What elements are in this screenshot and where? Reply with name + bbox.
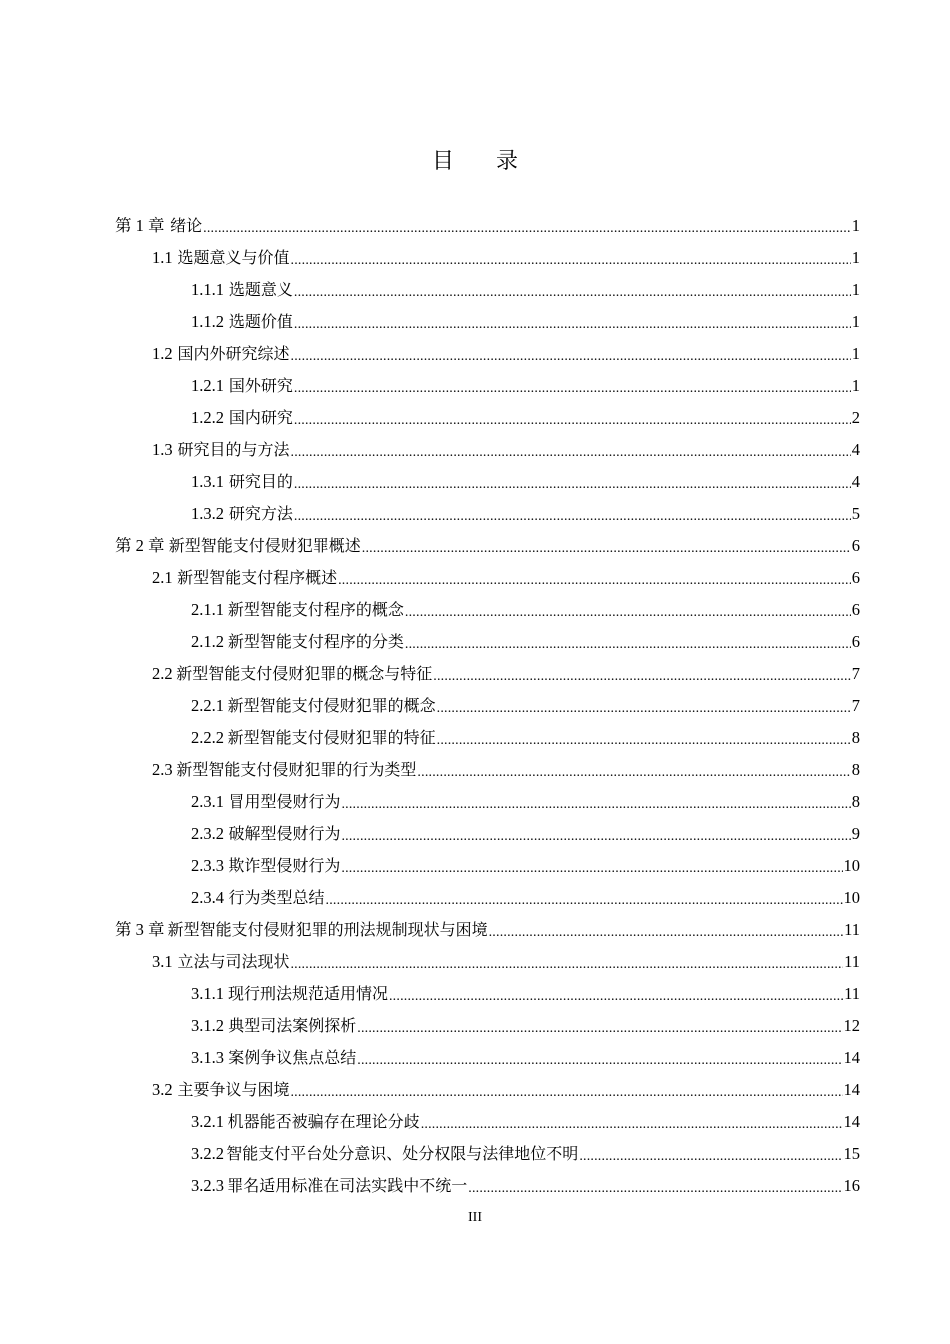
toc-entry-page: 4 <box>851 440 860 459</box>
toc-entry-title: 新型智能支付侵财犯罪的概念与特征 <box>176 664 433 683</box>
toc-entry-page: 11 <box>844 920 860 939</box>
toc-entry-title: 研究目的与方法 <box>177 440 290 459</box>
toc-entry-title: 欺诈型侵财行为 <box>228 856 341 875</box>
dot-leader <box>421 1109 843 1141</box>
toc-entry-page: 8 <box>851 728 860 747</box>
toc-entry-title: 绪论 <box>170 216 203 235</box>
dot-leader <box>389 981 843 1013</box>
toc-entry[interactable] <box>115 882 860 914</box>
toc-entry-number: 2.2 <box>152 664 173 683</box>
toc-entry-number: 3.2.1 <box>191 1112 224 1131</box>
toc-entry[interactable] <box>115 1010 860 1042</box>
toc-entry[interactable] <box>115 370 860 402</box>
toc-entry-page: 1 <box>851 280 860 299</box>
toc-entry-title: 研究目的 <box>228 472 293 491</box>
toc-entry[interactable] <box>115 498 860 530</box>
toc-entry-page: 8 <box>851 792 860 811</box>
dot-leader <box>357 1045 842 1077</box>
dot-leader <box>341 853 842 885</box>
toc-entry-number: 第 3 章 <box>115 920 165 939</box>
toc-entry-title: 现行刑法规范适用情况 <box>227 984 388 1003</box>
toc-entry-number: 1.3.2 <box>191 504 224 523</box>
dot-leader <box>489 917 844 949</box>
toc-entry-page: 8 <box>851 760 860 779</box>
toc-entry-page: 7 <box>851 664 860 683</box>
toc-entry[interactable] <box>115 306 860 338</box>
toc-entry-page: 15 <box>843 1144 860 1163</box>
dot-leader <box>294 405 851 437</box>
toc-entry-page: 16 <box>843 1176 860 1195</box>
toc-entry[interactable] <box>115 1106 860 1138</box>
toc-entry-number: 2.3.3 <box>191 856 224 875</box>
toc-entry[interactable] <box>115 690 860 722</box>
toc-entry-page: 14 <box>843 1048 860 1067</box>
toc-entry[interactable] <box>115 466 860 498</box>
dot-leader <box>341 789 850 821</box>
dot-leader <box>203 213 851 245</box>
toc-entry-title: 新型智能支付程序的分类 <box>227 632 404 651</box>
dot-leader <box>405 597 851 629</box>
toc-entry-number: 2.1.1 <box>191 600 224 619</box>
toc-entry-number: 3.2.2 <box>191 1144 224 1163</box>
toc-entry-number: 1.1.1 <box>191 280 224 299</box>
toc-entry-title: 主要争议与困境 <box>177 1080 290 1099</box>
toc-entry-page: 6 <box>851 568 860 587</box>
page-title <box>0 146 950 178</box>
dot-leader <box>437 725 851 757</box>
toc-entry[interactable] <box>115 754 860 786</box>
toc-entry-title: 新型智能支付侵财犯罪的刑法规制现状与困境 <box>167 920 488 939</box>
toc-entry-page: 1 <box>851 216 860 235</box>
toc-entry[interactable] <box>115 210 860 242</box>
toc-entry-number: 3.1 <box>152 952 173 971</box>
toc-entry-number: 2.3.4 <box>191 888 224 907</box>
toc-entry-title: 机器能否被骗存在理论分歧 <box>227 1112 420 1131</box>
dot-leader <box>341 821 850 853</box>
toc-entry-number: 1.3 <box>152 440 173 459</box>
toc-entry[interactable] <box>115 658 860 690</box>
toc-entry-number: 1.2 <box>152 344 173 363</box>
toc-entry[interactable] <box>115 562 860 594</box>
page-title-char: 录 <box>496 149 519 174</box>
toc-entry-number: 3.2.3 <box>191 1176 224 1195</box>
toc-entry-number: 1.1.2 <box>191 312 224 331</box>
toc-entry-title: 冒用型侵财行为 <box>228 792 341 811</box>
dot-leader <box>290 949 843 981</box>
dot-leader <box>294 469 851 501</box>
toc-entry-number: 2.2.2 <box>191 728 224 747</box>
toc-entry-page: 9 <box>851 824 860 843</box>
dot-leader <box>291 437 851 469</box>
toc-entry-page: 2 <box>851 408 860 427</box>
toc-entry-title: 智能支付平台处分意识、处分权限与法律地位不明 <box>226 1144 579 1163</box>
toc-entry-number: 2.2.1 <box>191 696 224 715</box>
toc-entry-number: 2.3.1 <box>191 792 224 811</box>
toc-entry-number: 3.2 <box>152 1080 173 1099</box>
dot-leader <box>338 565 851 597</box>
toc-entry-page: 6 <box>851 600 860 619</box>
toc-entry-page: 12 <box>843 1016 860 1035</box>
toc-entry-page: 1 <box>851 248 860 267</box>
toc-entry-page: 6 <box>851 632 860 651</box>
toc-entry-page: 14 <box>843 1112 860 1131</box>
toc-entry-page: 10 <box>843 888 860 907</box>
dot-leader <box>468 1173 842 1205</box>
toc-entry-title: 国外研究 <box>228 376 293 395</box>
toc-entry-title: 国内研究 <box>228 408 293 427</box>
table-of-contents <box>115 210 860 1202</box>
dot-leader <box>290 1077 842 1109</box>
dot-leader <box>405 629 851 661</box>
toc-entry[interactable] <box>115 242 860 274</box>
toc-entry-page: 10 <box>843 856 860 875</box>
toc-entry-title: 行为类型总结 <box>228 888 325 907</box>
page-number: III <box>468 1210 482 1225</box>
dot-leader <box>294 309 851 341</box>
toc-entry-number: 2.3 <box>152 760 173 779</box>
toc-entry-title: 选题意义 <box>228 280 293 299</box>
dot-leader <box>579 1141 842 1173</box>
dot-leader <box>294 373 851 405</box>
dot-leader <box>291 245 851 277</box>
toc-entry[interactable] <box>115 722 860 754</box>
toc-entry-page: 7 <box>851 696 860 715</box>
toc-entry[interactable] <box>115 434 860 466</box>
toc-entry[interactable] <box>115 1074 860 1106</box>
toc-entry-number: 2.1 <box>152 568 173 587</box>
toc-entry[interactable] <box>115 626 860 658</box>
dot-leader <box>433 661 850 693</box>
dot-leader <box>357 1013 842 1045</box>
toc-entry-title: 新型智能支付侵财犯罪的特征 <box>227 728 436 747</box>
toc-entry[interactable] <box>115 530 860 562</box>
dot-leader <box>437 693 851 725</box>
toc-entry-page: 6 <box>851 536 860 555</box>
dot-leader <box>417 757 850 789</box>
toc-entry-title: 典型司法案例探析 <box>228 1016 357 1035</box>
toc-entry-number: 1.2.1 <box>191 376 224 395</box>
toc-entry-number: 2.3.2 <box>191 824 224 843</box>
toc-entry-title: 国内外研究综述 <box>177 344 290 363</box>
toc-entry-number: 第 2 章 <box>115 536 165 555</box>
toc-entry[interactable] <box>115 978 860 1010</box>
toc-entry-title: 案例争议焦点总结 <box>228 1048 357 1067</box>
toc-entry-number: 1.1 <box>152 248 173 267</box>
dot-leader <box>294 501 851 533</box>
dot-leader <box>362 533 851 565</box>
page-title-char: 目 <box>431 149 454 174</box>
toc-entry[interactable] <box>115 1170 860 1202</box>
toc-entry[interactable] <box>115 786 860 818</box>
toc-entry[interactable] <box>115 274 860 306</box>
toc-entry-page: 1 <box>851 312 860 331</box>
toc-entry-page: 11 <box>844 952 860 971</box>
toc-entry-title: 选题意义与价值 <box>177 248 290 267</box>
toc-entry[interactable] <box>115 818 860 850</box>
toc-entry-title: 立法与司法现状 <box>177 952 290 971</box>
toc-entry-title: 新型智能支付侵财犯罪的行为类型 <box>176 760 417 779</box>
toc-entry-title: 新型智能支付侵财犯罪概述 <box>168 536 361 555</box>
toc-entry-title: 新型智能支付程序的概念 <box>227 600 404 619</box>
toc-entry-number: 1.2.2 <box>191 408 224 427</box>
toc-entry-page: 11 <box>844 984 860 1003</box>
dot-leader <box>326 885 843 917</box>
toc-entry-page: 1 <box>851 344 860 363</box>
toc-entry[interactable] <box>115 402 860 434</box>
toc-entry-page: 4 <box>851 472 860 491</box>
dot-leader <box>294 277 851 309</box>
dot-leader <box>291 341 851 373</box>
toc-entry[interactable] <box>115 338 860 370</box>
toc-entry[interactable] <box>115 594 860 626</box>
toc-entry-title: 研究方法 <box>228 504 293 523</box>
toc-entry-page: 5 <box>851 504 860 523</box>
toc-entry-title: 破解型侵财行为 <box>228 824 341 843</box>
toc-entry-page: 1 <box>851 376 860 395</box>
toc-entry-title: 选题价值 <box>228 312 293 331</box>
toc-entry-title: 罪名适用标准在司法实践中不统一 <box>227 1176 468 1195</box>
toc-entry-number: 3.1.2 <box>191 1016 224 1035</box>
toc-entry-title: 新型智能支付侵财犯罪的概念 <box>227 696 436 715</box>
toc-entry-number: 3.1.1 <box>191 984 224 1003</box>
toc-entry[interactable] <box>115 850 860 882</box>
toc-entry[interactable] <box>115 1138 860 1170</box>
toc-entry-number: 3.1.3 <box>191 1048 224 1067</box>
toc-entry-number: 1.3.1 <box>191 472 224 491</box>
toc-entry[interactable] <box>115 914 860 946</box>
toc-entry-page: 14 <box>843 1080 860 1099</box>
toc-entry[interactable] <box>115 1042 860 1074</box>
toc-entry[interactable] <box>115 946 860 978</box>
toc-entry-number: 2.1.2 <box>191 632 224 651</box>
toc-entry-number: 第 1 章 <box>115 216 165 235</box>
toc-entry-title: 新型智能支付程序概述 <box>177 568 338 587</box>
